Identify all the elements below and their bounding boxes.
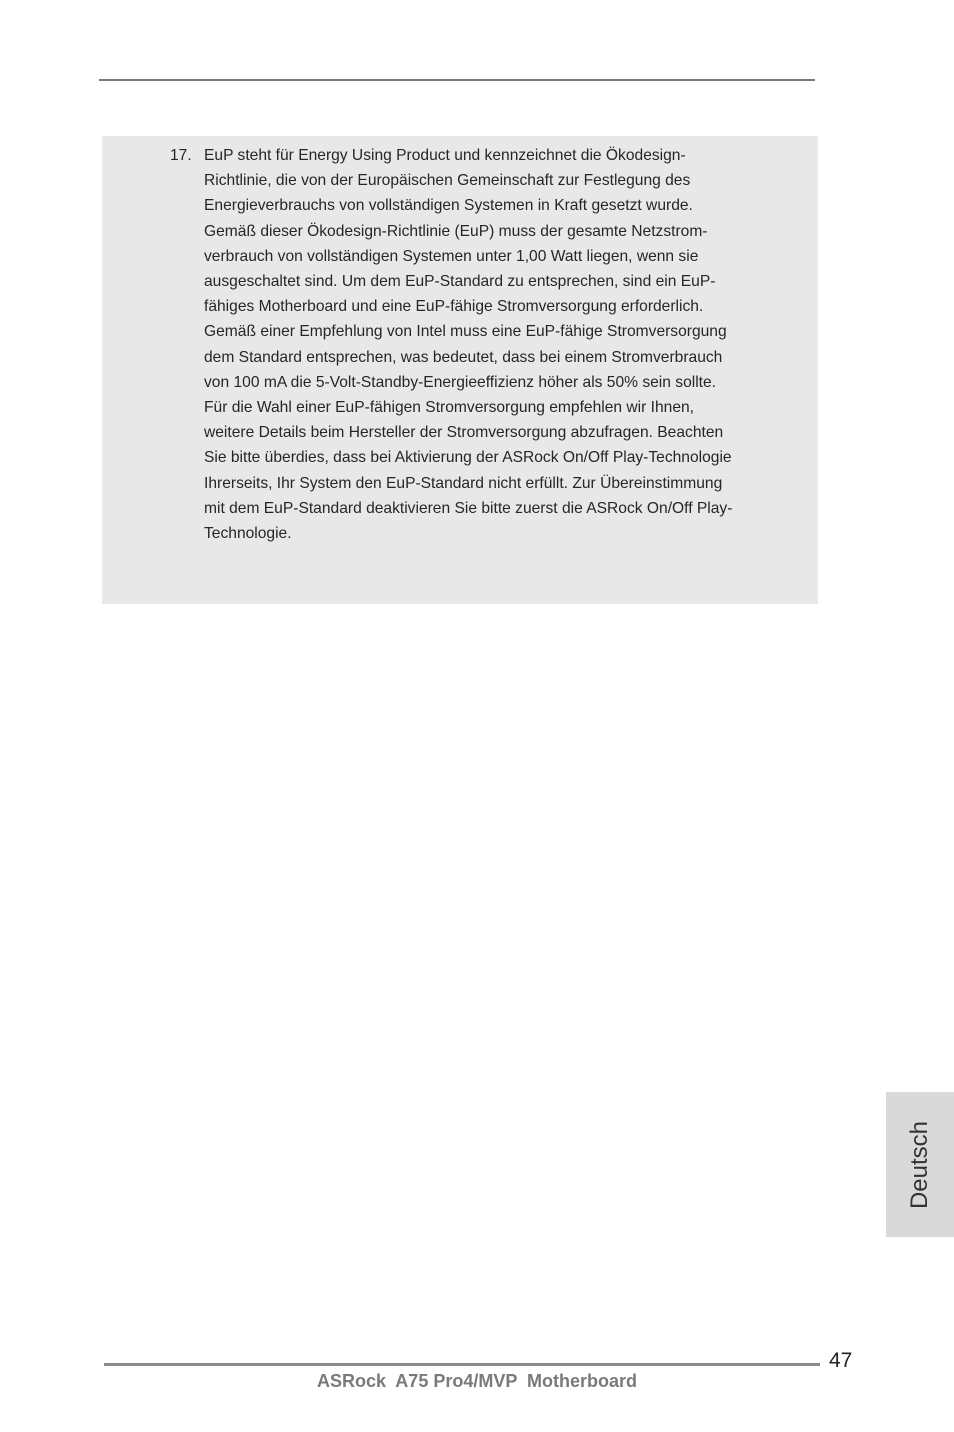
note-line: Energieverbrauchs von vollständigen Systemen in Kraft gesetzt wurde. [204, 197, 693, 215]
note-line: Richtlinie, die von der Europäischen Gemeinschaft zur Festlegung des [204, 172, 691, 190]
note-line: fähiges Motherboard und eine EuP-fähige Stromversorgung erforderlich. [204, 298, 704, 316]
note-item [170, 143, 780, 546]
note-line: Für die Wahl einer EuP-fähigen Stromversorgung empfehlen wir Ihnen, [204, 399, 695, 417]
note-line: mit dem EuP-Standard deaktivieren Sie bitte zuerst die ASRock On/Off Play- [204, 499, 733, 517]
note-line: Gemäß einer Empfehlung von Intel muss eine EuP-fähige Stromversorgung [204, 323, 727, 341]
note-text [204, 143, 780, 546]
header-rule [99, 79, 815, 81]
footer-rule [104, 1363, 820, 1366]
note-line: verbrauch von vollständigen Systemen unter 1,00 Watt liegen, wenn sie [204, 247, 699, 265]
page-number: 47 [829, 1349, 853, 1372]
note-line: Sie bitte überdies, dass bei Aktivierung der ASRock On/Off Play-Technologie [204, 449, 732, 467]
note-line: ausgeschaltet sind. Um dem EuP-Standard zu entsprechen, sind ein EuP- [204, 273, 716, 291]
note-line: dem Standard entsprechen, was bedeutet, dass bei einem Stromverbrauch [204, 348, 723, 366]
note-box [102, 136, 818, 604]
note-line: weitere Details beim Hersteller der Stromversorgung abzufragen. Beachten [204, 424, 724, 442]
language-tab [886, 1092, 954, 1237]
note-number: 17. [170, 147, 192, 164]
note-line: von 100 mA die 5-Volt-Standby-Energieeffizienz höher als 50% sein sollte. [204, 373, 717, 391]
note-line: Ihrerseits, Ihr System den EuP-Standard nicht erfüllt. Zur Übereinstimmung [204, 474, 723, 492]
note-line: EuP steht für Energy Using Product und kennzeichnet die Ökodesign- [204, 147, 686, 164]
note-line: Gemäß dieser Ökodesign-Richtlinie (EuP) muss der gesamte Netzstrom- [204, 222, 708, 240]
language-tab-label: Deutsch [906, 1120, 933, 1209]
footer-title: ASRock A75 Pro4/MVP Motherboard [316, 1371, 638, 1391]
note-line: Technologie. [204, 525, 292, 543]
